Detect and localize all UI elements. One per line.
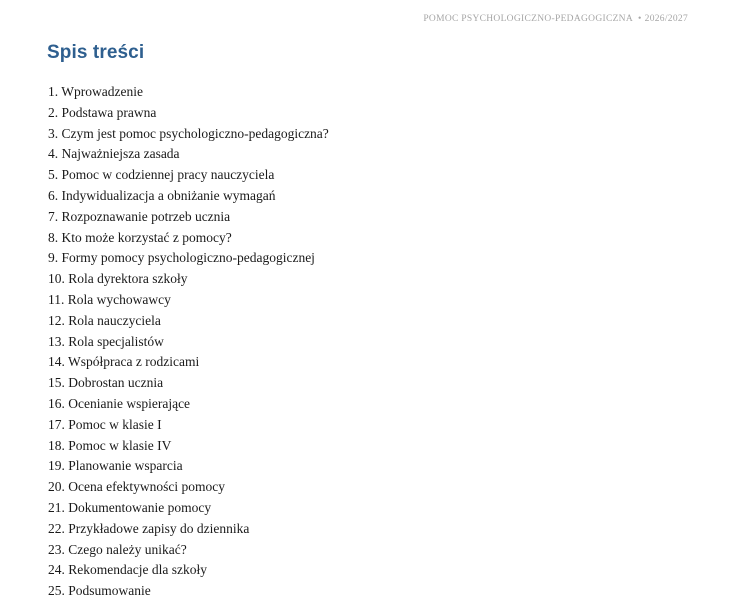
- toc-item: 12. Rola nauczyciela: [48, 312, 161, 328]
- toc-item: 25. Podsumowanie: [48, 583, 151, 599]
- toc-item: 8. Kto może korzystać z pomocy?: [48, 229, 232, 245]
- toc-item: 6. Indywidualizacja a obniżanie wymagań: [48, 187, 276, 203]
- toc-item: 11. Rola wychowawcy: [48, 291, 171, 307]
- toc-item: 17. Pomoc w klasie I: [48, 416, 162, 432]
- toc-item: 24. Rekomendacje dla szkoły: [48, 562, 207, 578]
- toc-item: 10. Rola dyrektora szkoły: [48, 271, 188, 287]
- toc-item: 15. Dobrostan ucznia: [48, 375, 164, 391]
- toc-item: 7. Rozpoznawanie potrzeb ucznia: [48, 208, 231, 224]
- toc-item: 5. Pomoc w codziennej pracy nauczyciela: [48, 167, 275, 183]
- toc-item: 18. Pomoc w klasie IV: [48, 437, 172, 453]
- toc-item: 1. Wprowadzenie: [48, 84, 143, 99]
- running-header: [423, 14, 688, 24]
- toc-item: 2. Podstawa prawna: [48, 104, 157, 120]
- toc-item: 23. Czego należy unikać?: [48, 541, 187, 557]
- toc-item: 3. Czym jest pomoc psychologiczno-pedagogiczna?: [48, 125, 329, 141]
- toc-item: 9. Formy pomocy psychologiczno-pedagogicznej: [48, 250, 315, 266]
- toc-item: 4. Najważniejsza zasada: [48, 146, 180, 162]
- header-separator: •: [638, 14, 642, 24]
- toc-item: 13. Rola specjalistów: [48, 333, 164, 349]
- toc-item: 16. Ocenianie wspierające: [48, 395, 191, 411]
- toc-item: 14. Współpraca z rodzicami: [48, 354, 200, 370]
- toc-title: Spis treści: [47, 42, 145, 63]
- toc-item: 19. Planowanie wsparcia: [48, 458, 183, 474]
- toc-item: 22. Przykładowe zapisy do dziennika: [48, 520, 250, 536]
- header-title: POMOC PSYCHOLOGICZNO-PEDAGOGICZNA: [423, 14, 634, 24]
- toc-item: 20. Ocena efektywności pomocy: [48, 479, 225, 495]
- header-year: 2026/2027: [644, 14, 688, 24]
- table-of-contents: [48, 82, 329, 602]
- toc-item: 21. Dokumentowanie pomocy: [48, 499, 212, 515]
